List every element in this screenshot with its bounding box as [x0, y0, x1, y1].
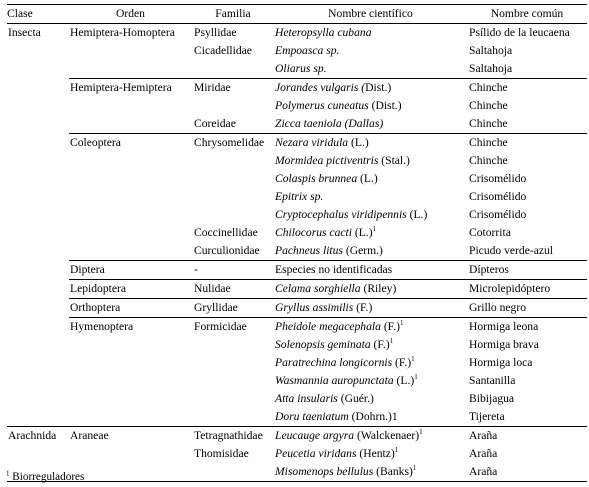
- author-name: (Germ.): [342, 244, 383, 257]
- cell-familia: Coreidae: [194, 117, 236, 130]
- cell-familia: [192, 336, 274, 354]
- cell-nombre-comun: Santanilla: [469, 374, 516, 387]
- cell-clase: [7, 188, 69, 206]
- cell-clase: [7, 115, 69, 134]
- cell-clase: [7, 97, 69, 115]
- cell-orden: Coleoptera: [69, 134, 192, 153]
- footnote-ref: 1: [394, 446, 399, 455]
- cell-nombre-cientifico: [274, 115, 467, 134]
- footnote-text: Biorreguladores: [9, 471, 85, 483]
- table-row: [7, 188, 587, 206]
- cell-nombre-comun: Picudo verde-azul: [469, 244, 554, 257]
- cell-nombre-comun: Crisomélido: [469, 190, 527, 203]
- footnote-ref: 1: [389, 337, 394, 346]
- cell-nombre-comun: Hormiga brava: [469, 338, 539, 351]
- cell-clase: [7, 152, 69, 170]
- scientific-name: Mormidea pictiventris: [275, 154, 379, 167]
- scientific-name: Pachneus litus: [275, 244, 343, 257]
- cell-familia: [192, 188, 274, 206]
- table-row: [7, 242, 587, 261]
- scientific-name: Atta insularis: [275, 392, 338, 405]
- table-body: [7, 24, 587, 482]
- table-row: [7, 408, 587, 427]
- cell-orden: [69, 463, 192, 482]
- cell-nombre-comun: Araña: [469, 447, 498, 460]
- cell-clase: Arachnida: [7, 427, 69, 446]
- cell-familia: -: [192, 261, 274, 280]
- table-row: [7, 427, 587, 446]
- cell-nombre-cientifico: [274, 170, 467, 188]
- cell-nombre-cientifico: [274, 318, 467, 337]
- cell-orden: [69, 408, 192, 427]
- cell-nombre-cientifico: [274, 336, 467, 354]
- cell-nombre-comun: Saltahoja: [469, 62, 513, 75]
- cell-orden: [69, 372, 192, 390]
- cell-orden: [69, 336, 192, 354]
- cell-orden: Orthoptera: [69, 299, 192, 318]
- cell-familia: [192, 170, 274, 188]
- scientific-name: Solenopsis geminata: [275, 338, 371, 351]
- table-row: [7, 24, 587, 43]
- cell-nombre-cientifico: [274, 299, 467, 318]
- table-row: [7, 206, 587, 224]
- cell-nombre-cientifico: [274, 79, 467, 98]
- cell-familia: [192, 60, 274, 79]
- cell-clase: [7, 280, 69, 299]
- cell-familia: Psyllidae: [192, 24, 274, 43]
- table-row: [7, 224, 587, 242]
- scientific-name: Paratrechina longicornis: [275, 356, 393, 369]
- scientific-name: Colaspis brunnea: [275, 172, 358, 185]
- table-row: [7, 115, 587, 134]
- footnote: [6, 470, 84, 484]
- cell-clase: [7, 354, 69, 372]
- cell-nombre-comun: Araña: [467, 427, 587, 446]
- cell-clase: [7, 206, 69, 224]
- cell-nombre-comun: Chinche: [469, 117, 508, 130]
- scientific-name: Celama sorghiella: [275, 282, 361, 295]
- cell-clase: [7, 134, 69, 153]
- cell-familia: [192, 408, 274, 427]
- cell-nombre-comun: Tijereta: [469, 410, 505, 423]
- table-row: [7, 463, 587, 482]
- scientific-name: Empoasca sp.: [275, 44, 340, 57]
- scientific-name: Nezara viridula: [275, 136, 349, 149]
- species-table: [7, 4, 587, 482]
- cell-familia: Chrysomelidae: [192, 134, 274, 153]
- footnote-ref: 1: [419, 428, 423, 437]
- author-name: (Hentz): [356, 447, 395, 460]
- cell-nombre-comun: Psílido de la leucaena: [467, 24, 587, 43]
- cell-nombre-comun: Hormiga loca: [469, 356, 533, 369]
- cell-orden: [69, 60, 192, 79]
- cell-familia: Formicidae: [192, 318, 274, 337]
- cell-clase: [7, 318, 69, 337]
- cell-nombre-comun: Chinche: [467, 134, 587, 153]
- cell-orden: [69, 97, 192, 115]
- cell-familia: Tetragnathidae: [192, 427, 274, 446]
- cell-clase: [7, 299, 69, 318]
- cell-orden: Lepidoptera: [69, 280, 192, 299]
- cell-nombre-comun: Hormiga leona: [467, 318, 587, 337]
- cell-orden: [69, 242, 192, 261]
- scientific-name: Peucetia viridans: [275, 447, 357, 460]
- author-name: (Walckenaer): [354, 429, 420, 442]
- cell-familia: [192, 152, 274, 170]
- author-name: (Riley): [360, 282, 397, 295]
- cell-clase: [7, 445, 69, 463]
- cell-familia: [192, 390, 274, 408]
- cell-orden: [69, 445, 192, 463]
- table-row: [7, 354, 587, 372]
- cell-familia: [192, 463, 274, 482]
- table-row: [7, 372, 587, 390]
- cell-orden: [69, 42, 192, 60]
- cell-orden: [69, 390, 192, 408]
- cell-orden: Hemiptera-Hemiptera: [69, 79, 192, 98]
- cell-orden: [69, 354, 192, 372]
- cell-clase: [7, 372, 69, 390]
- cell-familia: Curculionidae: [194, 244, 260, 257]
- cell-nombre-cientifico: [274, 42, 467, 60]
- cell-nombre-comun: Cotorrita: [469, 226, 511, 239]
- author-name: (F.): [353, 301, 373, 314]
- cell-orden: [69, 188, 192, 206]
- cell-nombre-cientifico: [274, 445, 467, 463]
- cell-nombre-cientifico: [274, 134, 467, 153]
- cell-nombre-cientifico: [274, 372, 467, 390]
- cell-nombre-comun: Saltahoja: [469, 44, 513, 57]
- cell-familia: Miridae: [192, 79, 274, 98]
- table-row: [7, 170, 587, 188]
- scientific-name: Oliarus sp.: [275, 62, 327, 75]
- scientific-name: Polymerus cuneatus: [275, 99, 369, 112]
- cell-familia: Coccinellidae: [194, 226, 258, 239]
- author-name: (L.): [357, 172, 378, 185]
- cell-familia: [192, 354, 274, 372]
- header-nombre-cientifico: Nombre científico: [274, 5, 467, 24]
- table-row: [7, 97, 587, 115]
- cell-nombre-cientifico: [274, 60, 467, 79]
- cell-orden: Diptera: [69, 261, 192, 280]
- cell-nombre-cientifico: [274, 408, 467, 427]
- cell-nombre-cientifico: [274, 354, 467, 372]
- table-row: [7, 299, 587, 318]
- table-row: [7, 445, 587, 463]
- cell-nombre-cientifico: [274, 188, 467, 206]
- table-row: [7, 318, 587, 337]
- cell-familia: Thomisidae: [194, 447, 249, 460]
- cell-clase: [7, 224, 69, 242]
- author-name: (L.): [351, 226, 373, 239]
- author-name: (F.): [392, 356, 412, 369]
- cell-nombre-comun: Crisomélido: [469, 172, 527, 185]
- author-name: (Stal.): [378, 154, 410, 167]
- author-name: (F.): [380, 320, 400, 333]
- cell-clase: [7, 408, 69, 427]
- cell-nombre-cientifico: [274, 152, 467, 170]
- footnote-ref: 1: [372, 225, 377, 234]
- cell-clase: Insecta: [8, 26, 41, 39]
- author-name: (Dohrn.)1: [348, 410, 398, 423]
- author-name: (F.): [370, 338, 390, 351]
- table-row: [7, 42, 587, 60]
- cell-nombre-comun: Microlepidóptero: [467, 280, 587, 299]
- footnote-ref: 1: [414, 373, 418, 382]
- scientific-name: Epitrix sp.: [275, 190, 324, 203]
- table-row: [7, 60, 587, 79]
- cell-nombre-comun: Dípteros: [467, 261, 587, 280]
- cell-nombre-cientifico: [274, 390, 467, 408]
- cell-nombre-comun: Araña: [467, 463, 587, 482]
- cell-clase: [7, 336, 69, 354]
- scientific-name: Zicca taeniola (Dallas): [275, 117, 384, 130]
- author-name: (Guér.): [337, 392, 374, 405]
- cell-nombre-cientifico: [274, 463, 467, 482]
- author-name: (L.): [348, 136, 369, 149]
- scientific-name: Jorandes vulgaris (: [275, 81, 366, 94]
- cell-nombre-cientifico: [274, 97, 467, 115]
- cell-nombre-cientifico: [274, 261, 467, 280]
- cell-clase: [7, 390, 69, 408]
- cell-clase: [7, 242, 69, 261]
- cell-orden: Hymenoptera: [69, 318, 192, 337]
- table-row: [7, 336, 587, 354]
- cell-orden: [69, 170, 192, 188]
- cell-familia: [192, 97, 274, 115]
- footnote-ref: 1: [411, 355, 415, 364]
- scientific-name: Gryllus assimilis: [275, 301, 354, 314]
- scientific-name: Misomenops bellulus: [275, 465, 374, 478]
- cell-clase: [7, 261, 69, 280]
- table-header: [7, 5, 587, 24]
- cell-nombre-comun: Bibijagua: [469, 392, 515, 405]
- scientific-name: Leucauge argyra: [275, 429, 355, 442]
- author-name: Especies no identificadas: [275, 263, 393, 276]
- footnote-ref: 1: [399, 319, 404, 328]
- table-row: [7, 390, 587, 408]
- table-row: [7, 134, 587, 153]
- cell-clase: [7, 79, 69, 98]
- cell-clase: [7, 42, 69, 60]
- cell-familia: [192, 206, 274, 224]
- footnote-ref: 1: [412, 464, 417, 473]
- cell-orden: [69, 206, 192, 224]
- header-clase: Clase: [7, 5, 69, 24]
- cell-nombre-comun: Chinche: [467, 79, 587, 98]
- scientific-name: Chilocorus cacti: [275, 226, 352, 239]
- author-name: (L.): [393, 374, 415, 387]
- header-orden: Orden: [69, 5, 192, 24]
- author-name: (Banks): [373, 465, 413, 478]
- table-row: [7, 261, 587, 280]
- cell-nombre-cientifico: [274, 24, 467, 43]
- cell-familia: [192, 372, 274, 390]
- cell-nombre-cientifico: [274, 242, 467, 261]
- cell-orden: [69, 152, 192, 170]
- cell-nombre-cientifico: [274, 280, 467, 299]
- cell-orden: [69, 115, 192, 134]
- header-nombre-comun: Nombre común: [467, 5, 587, 24]
- cell-orden: Araneae: [69, 427, 192, 446]
- header-familia: Familia: [192, 5, 274, 24]
- table-row: [7, 79, 587, 98]
- footnote-mark: 1: [6, 469, 10, 478]
- scientific-name: Doru taeniatum: [275, 410, 349, 423]
- author-name: Dist.): [365, 81, 392, 94]
- author-name: (Dist.): [368, 99, 402, 112]
- table-row: [7, 280, 587, 299]
- table-row: [7, 152, 587, 170]
- cell-nombre-comun: Grillo negro: [467, 299, 587, 318]
- cell-nombre-comun: Crisomélido: [469, 208, 527, 221]
- scientific-name: Pheidole megacephala: [275, 320, 381, 333]
- author-name: (L.): [406, 208, 428, 221]
- scientific-name: Heteropsylla cubana: [275, 26, 372, 39]
- cell-clase: [7, 170, 69, 188]
- cell-nombre-comun: Chinche: [469, 154, 508, 167]
- cell-nombre-cientifico: [274, 206, 467, 224]
- scientific-name: Cryptocephalus viridipennis: [275, 208, 407, 221]
- cell-orden: Hemiptera-Homoptera: [69, 24, 192, 43]
- cell-orden: [69, 224, 192, 242]
- scientific-name: Wasmannia auropunctata: [275, 374, 394, 387]
- cell-familia: Nulidae: [192, 280, 274, 299]
- cell-familia: Cicadellidae: [194, 44, 252, 57]
- cell-nombre-comun: Chinche: [469, 99, 508, 112]
- cell-clase: [7, 60, 69, 79]
- cell-familia: Gryllidae: [192, 299, 274, 318]
- cell-nombre-cientifico: [274, 224, 467, 242]
- cell-nombre-cientifico: [274, 427, 467, 446]
